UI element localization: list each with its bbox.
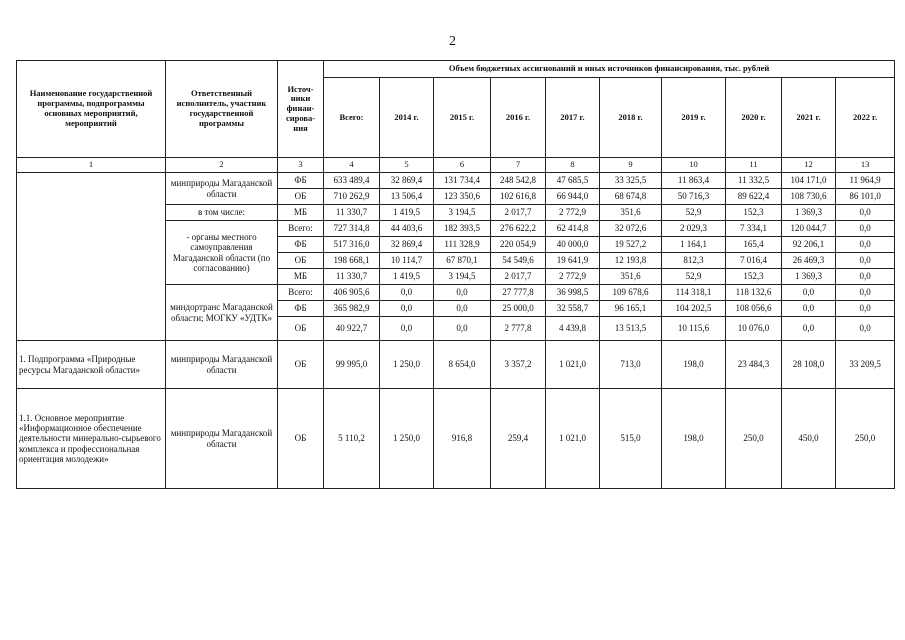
column-number: 1 — [17, 158, 166, 173]
value-cell: 515,0 — [600, 389, 662, 489]
value-cell: 0,0 — [836, 253, 895, 269]
value-cell: 92 206,1 — [782, 237, 836, 253]
value-cell: 1 021,0 — [546, 389, 600, 489]
source-cell: ФБ — [278, 173, 324, 189]
value-cell: 259,4 — [491, 389, 546, 489]
value-cell: 2 029,3 — [662, 221, 726, 237]
value-cell: 13 513,5 — [600, 317, 662, 341]
header-year: 2021 г. — [782, 78, 836, 158]
value-cell: 450,0 — [782, 389, 836, 489]
column-number: 4 — [324, 158, 380, 173]
value-cell: 3 194,5 — [434, 205, 491, 221]
value-cell: 2 777,8 — [491, 317, 546, 341]
value-cell: 250,0 — [836, 389, 895, 489]
value-cell: 67 870,1 — [434, 253, 491, 269]
value-cell: 2 772,9 — [546, 205, 600, 221]
source-cell: ФБ — [278, 301, 324, 317]
source-cell: ОБ — [278, 189, 324, 205]
value-cell: 713,0 — [600, 341, 662, 389]
value-cell: 198 668,1 — [324, 253, 380, 269]
column-number: 6 — [434, 158, 491, 173]
source-cell: Всего: — [278, 285, 324, 301]
value-cell: 198,0 — [662, 389, 726, 489]
table-row — [17, 389, 895, 489]
value-cell: 517 316,0 — [324, 237, 380, 253]
value-cell: 0,0 — [836, 269, 895, 285]
value-cell: 0,0 — [380, 301, 434, 317]
value-cell: 62 414,8 — [546, 221, 600, 237]
value-cell: 11 330,7 — [324, 269, 380, 285]
value-cell: 19 641,9 — [546, 253, 600, 269]
column-number: 5 — [380, 158, 434, 173]
value-cell: 7 334,1 — [726, 221, 782, 237]
header-year: 2020 г. — [726, 78, 782, 158]
value-cell: 123 350,6 — [434, 189, 491, 205]
value-cell: 118 132,6 — [726, 285, 782, 301]
executor-cell: минприроды Магаданской области — [166, 389, 278, 489]
value-cell: 28 108,0 — [782, 341, 836, 389]
column-numbers-row — [17, 158, 895, 173]
value-cell: 0,0 — [434, 285, 491, 301]
value-cell: 0,0 — [782, 317, 836, 341]
value-cell: 32 072,6 — [600, 221, 662, 237]
value-cell: 3 194,5 — [434, 269, 491, 285]
value-cell: 0,0 — [380, 317, 434, 341]
value-cell: 104 202,5 — [662, 301, 726, 317]
value-cell: 351,6 — [600, 269, 662, 285]
executor-cell: минприроды Магаданской области — [166, 341, 278, 389]
value-cell: 68 674,8 — [600, 189, 662, 205]
value-cell: 99 995,0 — [324, 341, 380, 389]
value-cell: 32 558,7 — [546, 301, 600, 317]
value-cell: 1 369,3 — [782, 205, 836, 221]
value-cell: 165,4 — [726, 237, 782, 253]
value-cell: 248 542,8 — [491, 173, 546, 189]
value-cell: 114 318,1 — [662, 285, 726, 301]
table-row — [17, 173, 895, 189]
value-cell: 26 469,3 — [782, 253, 836, 269]
header-year: 2017 г. — [546, 78, 600, 158]
value-cell: 23 484,3 — [726, 341, 782, 389]
value-cell: 1 164,1 — [662, 237, 726, 253]
column-number: 3 — [278, 158, 324, 173]
header-year: 2022 г. — [836, 78, 895, 158]
value-cell: 633 489,4 — [324, 173, 380, 189]
header-year: 2018 г. — [600, 78, 662, 158]
value-cell: 54 549,6 — [491, 253, 546, 269]
value-cell: 182 393,5 — [434, 221, 491, 237]
value-cell: 1 250,0 — [380, 389, 434, 489]
value-cell: 27 777,8 — [491, 285, 546, 301]
header-year: 2019 г. — [662, 78, 726, 158]
column-number: 9 — [600, 158, 662, 173]
value-cell: 710 262,9 — [324, 189, 380, 205]
value-cell: 40 000,0 — [546, 237, 600, 253]
executor-cell: миндортранс Магаданской области; МОГКУ «УДТК» — [166, 285, 278, 341]
value-cell: 86 101,0 — [836, 189, 895, 205]
value-cell: 198,0 — [662, 341, 726, 389]
source-cell: ОБ — [278, 317, 324, 341]
column-number: 13 — [836, 158, 895, 173]
source-cell: ОБ — [278, 341, 324, 389]
value-cell: 12 193,8 — [600, 253, 662, 269]
value-cell: 365 982,9 — [324, 301, 380, 317]
value-cell: 111 328,9 — [434, 237, 491, 253]
value-cell: 2 017,7 — [491, 269, 546, 285]
value-cell: 11 863,4 — [662, 173, 726, 189]
header-source: Источ-ники финан-сирова-ния — [278, 61, 324, 158]
row-name-cell: 1.1. Основное мероприятие «Информационное обеспечение деятельности минерально-сырьевого комплекса и профессиональная ориентация молодежи» — [17, 389, 166, 489]
value-cell: 2 017,7 — [491, 205, 546, 221]
value-cell: 0,0 — [836, 221, 895, 237]
executor-cell: в том числе: — [166, 205, 278, 221]
budget-table — [16, 60, 895, 489]
header-year: 2016 г. — [491, 78, 546, 158]
value-cell: 0,0 — [434, 301, 491, 317]
header-year: 2015 г. — [434, 78, 491, 158]
value-cell: 25 000,0 — [491, 301, 546, 317]
value-cell: 406 905,6 — [324, 285, 380, 301]
value-cell: 66 944,0 — [546, 189, 600, 205]
column-number: 2 — [166, 158, 278, 173]
page-number: 2 — [449, 34, 456, 49]
value-cell: 47 685,5 — [546, 173, 600, 189]
column-number: 7 — [491, 158, 546, 173]
value-cell: 1 419,5 — [380, 205, 434, 221]
value-cell: 1 250,0 — [380, 341, 434, 389]
value-cell: 0,0 — [836, 237, 895, 253]
value-cell: 812,3 — [662, 253, 726, 269]
value-cell: 89 622,4 — [726, 189, 782, 205]
value-cell: 52,9 — [662, 269, 726, 285]
value-cell: 11 964,9 — [836, 173, 895, 189]
value-cell: 120 044,7 — [782, 221, 836, 237]
value-cell: 250,0 — [726, 389, 782, 489]
value-cell: 220 054,9 — [491, 237, 546, 253]
value-cell: 2 772,9 — [546, 269, 600, 285]
value-cell: 96 165,1 — [600, 301, 662, 317]
header-total: Всего: — [324, 78, 380, 158]
value-cell: 33 325,5 — [600, 173, 662, 189]
value-cell: 32 869,4 — [380, 173, 434, 189]
value-cell: 0,0 — [434, 317, 491, 341]
value-cell: 7 016,4 — [726, 253, 782, 269]
column-number: 12 — [782, 158, 836, 173]
value-cell: 1 369,3 — [782, 269, 836, 285]
value-cell: 152,3 — [726, 205, 782, 221]
value-cell: 1 021,0 — [546, 341, 600, 389]
value-cell: 4 439,8 — [546, 317, 600, 341]
value-cell: 0,0 — [380, 285, 434, 301]
column-number: 8 — [546, 158, 600, 173]
header-name: Наименование государственной программы, подпрограммы основных мероприятий, мероприятий — [17, 61, 166, 158]
value-cell: 916,8 — [434, 389, 491, 489]
value-cell: 109 678,6 — [600, 285, 662, 301]
value-cell: 0,0 — [782, 285, 836, 301]
value-cell: 108 056,6 — [726, 301, 782, 317]
table-row — [17, 341, 895, 389]
value-cell: 5 110,2 — [324, 389, 380, 489]
value-cell: 727 314,8 — [324, 221, 380, 237]
header-executor: Ответственный исполнитель, участник государственной программы — [166, 61, 278, 158]
value-cell: 52,9 — [662, 205, 726, 221]
value-cell: 0,0 — [836, 205, 895, 221]
executor-cell: минприроды Магаданской области — [166, 173, 278, 205]
value-cell: 351,6 — [600, 205, 662, 221]
header-funding: Объем бюджетных ассигнований и иных источников финансирования, тыс. рублей — [324, 61, 895, 78]
value-cell: 10 115,6 — [662, 317, 726, 341]
source-cell: МБ — [278, 269, 324, 285]
value-cell: 104 171,0 — [782, 173, 836, 189]
value-cell: 36 998,5 — [546, 285, 600, 301]
value-cell: 19 527,2 — [600, 237, 662, 253]
executor-cell: - органы местного самоуправления Магаданской области (по согласованию) — [166, 221, 278, 285]
column-number: 10 — [662, 158, 726, 173]
value-cell: 131 734,4 — [434, 173, 491, 189]
value-cell: 0,0 — [836, 301, 895, 317]
source-cell: Всего: — [278, 221, 324, 237]
value-cell: 8 654,0 — [434, 341, 491, 389]
value-cell: 50 716,3 — [662, 189, 726, 205]
source-cell: МБ — [278, 205, 324, 221]
value-cell: 33 209,5 — [836, 341, 895, 389]
value-cell: 102 616,8 — [491, 189, 546, 205]
source-cell: ОБ — [278, 389, 324, 489]
row-name-cell — [17, 173, 166, 341]
value-cell: 0,0 — [836, 285, 895, 301]
value-cell: 44 403,6 — [380, 221, 434, 237]
value-cell: 108 730,6 — [782, 189, 836, 205]
row-name-cell: 1. Подпрограмма «Природные ресурсы Магаданской области» — [17, 341, 166, 389]
source-cell: ФБ — [278, 237, 324, 253]
value-cell: 11 332,5 — [726, 173, 782, 189]
value-cell: 10 114,7 — [380, 253, 434, 269]
value-cell: 152,3 — [726, 269, 782, 285]
value-cell: 40 922,7 — [324, 317, 380, 341]
value-cell: 3 357,2 — [491, 341, 546, 389]
column-number: 11 — [726, 158, 782, 173]
value-cell: 11 330,7 — [324, 205, 380, 221]
value-cell: 10 076,0 — [726, 317, 782, 341]
header-year: 2014 г. — [380, 78, 434, 158]
value-cell: 13 506,4 — [380, 189, 434, 205]
source-cell: ОБ — [278, 253, 324, 269]
value-cell: 0,0 — [836, 317, 895, 341]
value-cell: 0,0 — [782, 301, 836, 317]
value-cell: 32 869,4 — [380, 237, 434, 253]
value-cell: 1 419,5 — [380, 269, 434, 285]
value-cell: 276 622,2 — [491, 221, 546, 237]
